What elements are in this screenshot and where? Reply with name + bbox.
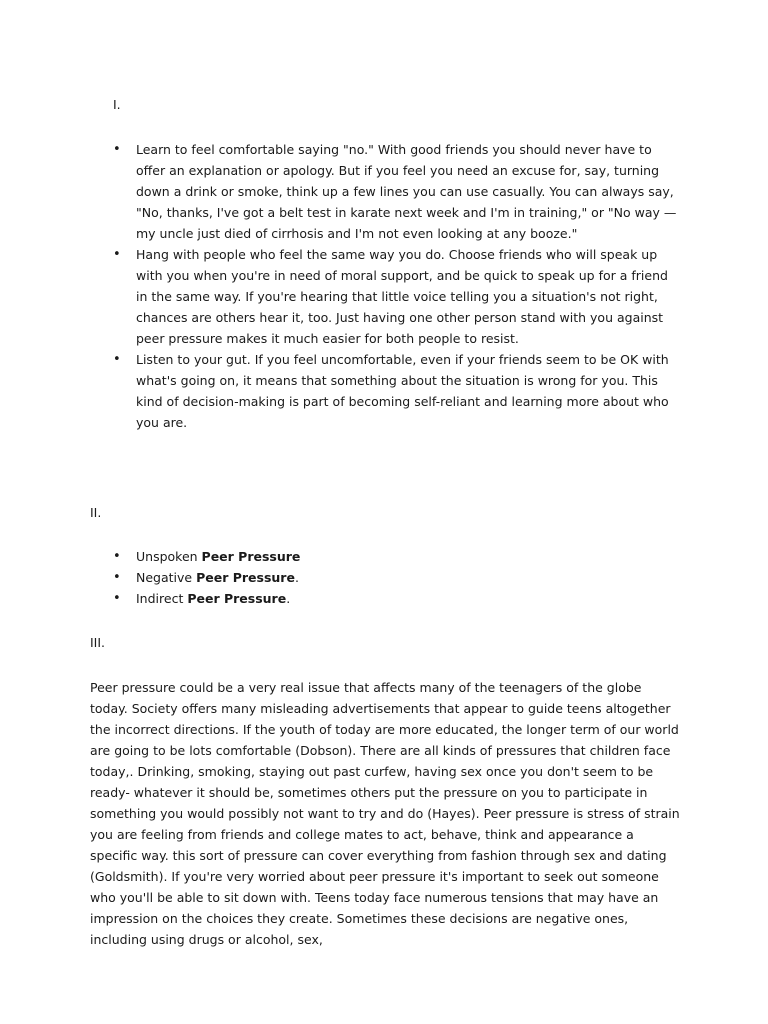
item-bold-term: Peer Pressure bbox=[201, 549, 301, 564]
item-prefix: Indirect bbox=[136, 591, 188, 606]
section-heading-i: I. bbox=[113, 97, 121, 112]
list-item bbox=[113, 567, 513, 588]
item-prefix: Negative bbox=[136, 570, 197, 585]
item-prefix: Unspoken bbox=[136, 549, 202, 564]
item-suffix: . bbox=[286, 591, 291, 606]
essay-paragraph: Peer pressure could be a very real issue that affects many of the teenagers of the globe today. Society offers many misleading advertisements that appear to guide teens altogether the incorrect directions. If the youth of today are more educated, the longer term of our world are going to be lots comfortable (Dobson). There are all kinds of pressures that children face today,. Drinking, smoking, staying out past curfew, having sex once you don't seem to be ready- whatever it should be, sometimes others put the pressure on you to participate in something you would possibly not want to try and do (Hayes). Peer pressure is stress of strain you are feeling from friends and college mates to act, behave, think and appearance a specific way. this sort of pressure can cover everything from fashion through sex and dating (Goldsmith). If you're very worried about peer pressure it's important to seek out someone who you'll be able to sit down with. Teens today face numerous tensions that may have an impression on the choices they create. Sometimes these decisions are negative ones, including using drugs or alcohol, sex, bbox=[90, 680, 680, 947]
pressure-types-list bbox=[113, 546, 513, 609]
item-suffix: . bbox=[294, 570, 299, 585]
section-heading-iii: III. bbox=[90, 635, 106, 650]
item-bold-term: Peer Pressure bbox=[187, 591, 287, 606]
list-item: • Learn to feel comfortable saying "no." With good friends you should never have to offer an explanation or apology. But if you feel you need an excuse for, say, turning down a drink or smoke, think up a few lines you can use casually. You can always say, "No, thanks, I've got a belt test in karate next week and I'm in training," or "No way — my uncle just died of cirrhosis and I'm not even looking at any booze." bbox=[113, 139, 683, 244]
list-item: • Hang with people who feel the same way you do. Choose friends who will speak up with you when you're in need of moral support, and be quick to speak up for a friend in the same way. If you're hearing that little voice telling you a situation's not right, chances are others hear it, too. Just having one other person stand with you against peer pressure makes it much easier for both people to resist. bbox=[113, 244, 683, 349]
list-item: • Listen to your gut. If you feel uncomfortable, even if your friends seem to be OK with what's going on, it means that something about the situation is wrong for you. This kind of decision-making is part of becoming self-reliant and learning more about who you are. bbox=[113, 349, 683, 433]
list-item bbox=[113, 546, 513, 567]
section-heading-ii: II. bbox=[90, 505, 102, 520]
tips-list bbox=[113, 139, 683, 433]
item-bold-term: Peer Pressure bbox=[196, 570, 295, 585]
list-item bbox=[113, 588, 513, 609]
